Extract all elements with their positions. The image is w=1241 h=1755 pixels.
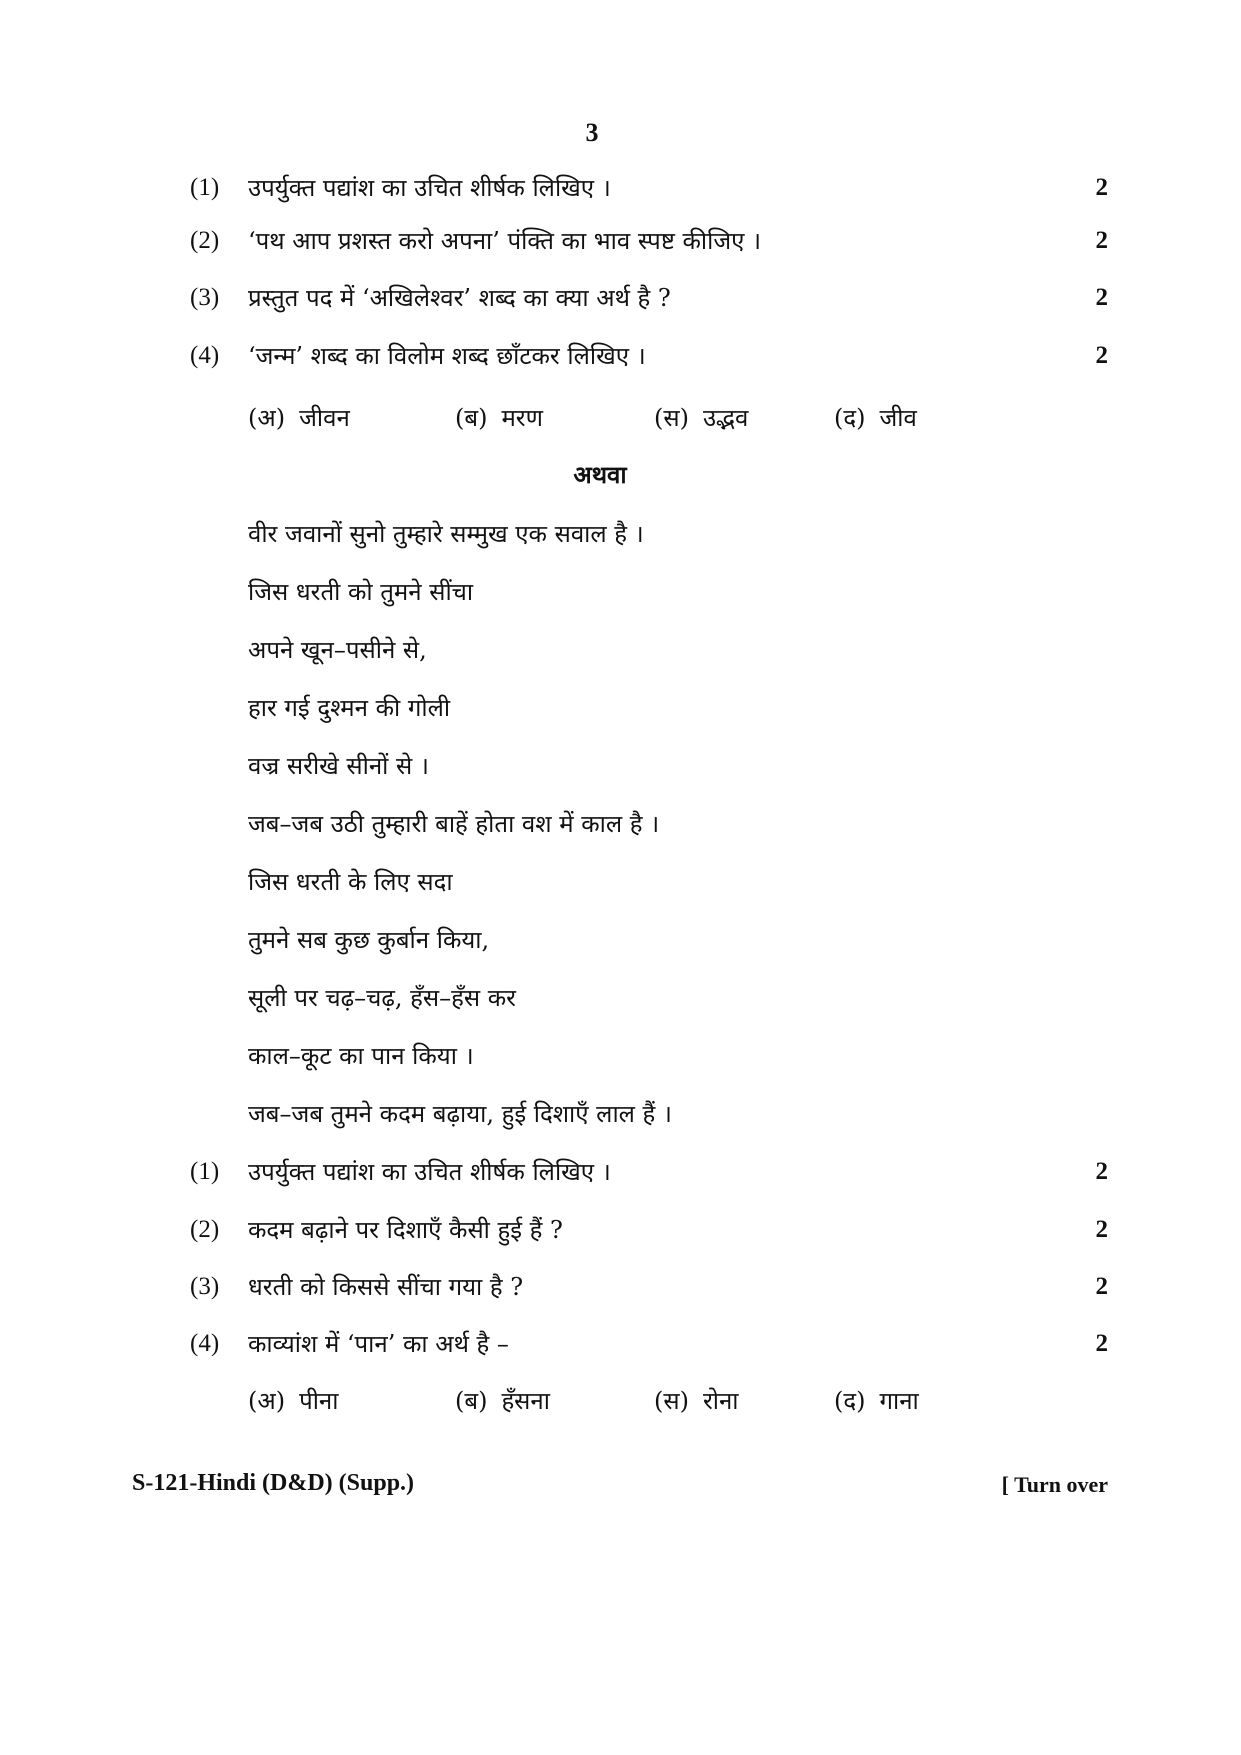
question-text: धरती को किससे सींचा गया है ? <box>248 1273 524 1301</box>
question-text: प्रस्तुत पद में ‘अखिलेश्वर’ शब्द का क्या अर्थ है ? <box>248 284 671 312</box>
poem-line: जिस धरती को तुमने सींचा <box>248 578 474 606</box>
poem-line: जब–जब उठी तुम्हारी बाहें होता वश में काल है । <box>248 810 660 838</box>
question-4 <box>190 336 1108 376</box>
poem-line: काल–कूट का पान किया । <box>248 1042 474 1070</box>
answer-options <box>248 398 1008 438</box>
question-marks: 2 <box>1095 174 1108 201</box>
poem-line: तुमने सब कुछ कुर्बान किया, <box>248 926 490 954</box>
athwa-heading: अथवा <box>573 460 627 489</box>
question-text: कदम बढ़ाने पर दिशाएँ कैसी हुई हैं ? <box>248 1216 563 1244</box>
option-d <box>834 398 917 438</box>
option-label: (स) <box>654 1387 689 1415</box>
option-text: हँसना <box>501 1387 550 1415</box>
question-number: (2) <box>190 1216 220 1243</box>
option-label: (ब) <box>455 1387 488 1415</box>
question-number: (3) <box>190 284 220 311</box>
question-number: (4) <box>190 1330 220 1357</box>
question-marks: 2 <box>1095 1158 1108 1185</box>
option-b <box>455 1381 550 1421</box>
option-text: जीव <box>879 404 917 432</box>
question-marks: 2 <box>1095 342 1108 369</box>
poem-line: हार गई दुश्मन की गोली <box>248 694 451 722</box>
question-number: (3) <box>190 1273 220 1300</box>
poem-line: जिस धरती के लिए सदा <box>248 868 453 896</box>
question-marks: 2 <box>1095 1273 1108 1300</box>
poem-line: वीर जवानों सुनो तुम्हारे सम्मुख एक सवाल है । <box>248 520 644 548</box>
poem-line: सूली पर चढ़–चढ़, हँस–हँस कर <box>248 984 516 1012</box>
option-text: उद्भव <box>702 404 749 432</box>
question-2 <box>190 221 1108 261</box>
option-label: (स) <box>654 404 689 432</box>
question-marks: 2 <box>1095 284 1108 311</box>
question-text: काव्यांश में ‘पान’ का अर्थ है – <box>248 1330 509 1358</box>
option-text: मरण <box>501 404 543 432</box>
question-number: (1) <box>190 1158 220 1185</box>
paper-code: S-121-Hindi (D&D) (Supp.) <box>132 1470 415 1496</box>
option-c <box>654 398 748 438</box>
question-marks: 2 <box>1095 1330 1108 1357</box>
option-text: पीना <box>299 1387 339 1415</box>
question-4 <box>190 1324 1108 1364</box>
option-text: रोना <box>702 1387 739 1415</box>
question-text: उपर्युक्त पद्यांश का उचित शीर्षक लिखिए । <box>248 174 611 202</box>
option-label: (ब) <box>455 404 488 432</box>
question-number: (1) <box>190 174 220 201</box>
answer-options <box>248 1381 1008 1421</box>
poem-line: अपने खून–पसीने से, <box>248 636 427 664</box>
question-1 <box>190 168 1108 208</box>
option-label: (द) <box>834 404 866 432</box>
option-b <box>455 398 543 438</box>
question-marks: 2 <box>1095 1216 1108 1243</box>
question-text: ‘जन्म’ शब्द का विलोम शब्द छाँटकर लिखिए । <box>248 342 646 370</box>
option-d <box>834 1381 919 1421</box>
question-3 <box>190 278 1108 318</box>
poem-line: वज्र सरीखे सीनों से । <box>248 752 429 780</box>
option-text: जीवन <box>299 404 350 432</box>
option-label: (अ) <box>248 1387 286 1415</box>
question-number: (2) <box>190 227 220 254</box>
option-a <box>248 398 350 438</box>
question-2 <box>190 1210 1108 1250</box>
poem-line: जब–जब तुमने कदम बढ़ाया, हुई दिशाएँ लाल हैं । <box>248 1100 673 1128</box>
turn-over-note: [ Turn over <box>1001 1472 1108 1497</box>
option-c <box>654 1381 739 1421</box>
page-number: 3 <box>585 118 599 147</box>
option-label: (अ) <box>248 404 286 432</box>
option-text: गाना <box>879 1387 919 1415</box>
question-text: ‘पथ आप प्रशस्त करो अपना’ पंक्ति का भाव स्पष्ट कीजिए । <box>248 227 762 255</box>
question-text: उपर्युक्त पद्यांश का उचित शीर्षक लिखिए । <box>248 1158 611 1186</box>
question-marks: 2 <box>1095 227 1108 254</box>
question-3 <box>190 1267 1108 1307</box>
option-a <box>248 1381 338 1421</box>
question-1 <box>190 1152 1108 1192</box>
question-number: (4) <box>190 342 220 369</box>
option-label: (द) <box>834 1387 866 1415</box>
